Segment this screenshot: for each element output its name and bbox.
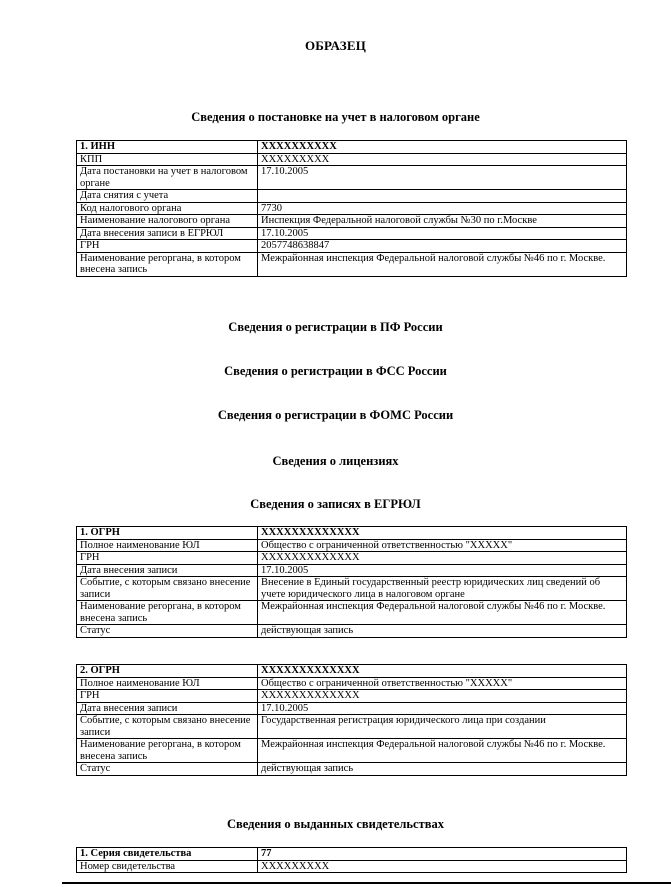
row-label: Номер свидетельства [77, 860, 258, 873]
row-label: Дата снятия с учета [77, 190, 258, 203]
row-label: 1. ИНН [77, 141, 258, 154]
row-value: действующая запись [258, 763, 627, 776]
row-value: XXXXXXXXXXXXX [258, 552, 627, 565]
page-title: ОБРАЗЕЦ [304, 38, 367, 53]
table-row [77, 539, 627, 552]
row-label: КПП [77, 153, 258, 166]
row-label: Статус [77, 763, 258, 776]
row-value: XXXXXXXXX [258, 153, 627, 166]
row-label: 1. ОГРН [77, 527, 258, 540]
row-label: Событие, с которым связано внесение записи [77, 577, 258, 601]
bottom-rule [62, 882, 671, 884]
row-value: XXXXXXXXX [258, 860, 627, 873]
row-value: действующая запись [258, 625, 627, 638]
table-row [77, 153, 627, 166]
section-title-certificates: Сведения о выданных свидетельствах [227, 817, 444, 831]
row-value: 77 [258, 848, 627, 861]
row-value: 2057748638847 [258, 240, 627, 253]
row-label: Полное наименование ЮЛ [77, 677, 258, 690]
table-row [77, 665, 627, 678]
row-value: Инспекция Федеральной налоговой службы №30 по г.Москве [258, 215, 627, 228]
row-value: Общество с ограниченной ответственностью "XXXXX" [258, 539, 627, 552]
table-row [77, 848, 627, 861]
table-row [77, 677, 627, 690]
row-label: Наименование налогового органа [77, 215, 258, 228]
section-title-tax: Сведения о постановке на учет в налоговом органе [191, 110, 480, 124]
row-label: Дата постановки на учет в налоговом органе [77, 166, 258, 190]
table-row [77, 625, 627, 638]
row-value [258, 190, 627, 203]
row-label: ГРН [77, 690, 258, 703]
row-label: Наименование регоргана, в котором внесена запись [77, 739, 258, 763]
row-value: 17.10.2005 [258, 702, 627, 715]
row-value: XXXXXXXXXXXXX [258, 665, 627, 678]
row-label: Дата внесения записи в ЕГРЮЛ [77, 227, 258, 240]
row-label: Дата внесения записи [77, 564, 258, 577]
row-label: Наименование регоргана, в котором внесена запись [77, 601, 258, 625]
table-row [77, 601, 627, 625]
table-row [77, 190, 627, 203]
row-label: 1. Серия свидетельства [77, 848, 258, 861]
table-row [77, 702, 627, 715]
row-value: Внесение в Единый государственный реестр юридических лиц сведений об учете юридического лица в налоговом органе [258, 577, 627, 601]
egrul-record-1-table [76, 526, 627, 638]
row-label: Дата внесения записи [77, 702, 258, 715]
row-label: ГРН [77, 240, 258, 253]
row-label: Статус [77, 625, 258, 638]
section-title-licenses: Сведения о лицензиях [272, 454, 399, 468]
table-row [77, 577, 627, 601]
row-label: Наименование регоргана, в котором внесена запись [77, 252, 258, 276]
tax-registration-table [76, 140, 627, 277]
row-value: Межрайонная инспекция Федеральной налоговой службы №46 по г. Москве. [258, 739, 627, 763]
table-row [77, 690, 627, 703]
table-row [77, 860, 627, 873]
table-row [77, 564, 627, 577]
table-row [77, 227, 627, 240]
row-label: Код налогового органа [77, 202, 258, 215]
egrul-record-2-table [76, 664, 627, 776]
row-label: Полное наименование ЮЛ [77, 539, 258, 552]
row-value: Общество с ограниченной ответственностью "XXXXX" [258, 677, 627, 690]
row-label: Событие, с которым связано внесение записи [77, 715, 258, 739]
row-value: Межрайонная инспекция Федеральной налоговой службы №46 по г. Москве. [258, 252, 627, 276]
table-row [77, 202, 627, 215]
row-value: 17.10.2005 [258, 564, 627, 577]
row-label: 2. ОГРН [77, 665, 258, 678]
table-row [77, 141, 627, 154]
row-value: 7730 [258, 202, 627, 215]
row-value: Межрайонная инспекция Федеральной налоговой службы №46 по г. Москве. [258, 601, 627, 625]
table-row [77, 252, 627, 276]
table-row [77, 166, 627, 190]
section-title-foms: Сведения о регистрации в ФОМС России [217, 408, 454, 422]
section-title-pf: Сведения о регистрации в ПФ России [228, 320, 443, 334]
section-title-egrul: Сведения о записях в ЕГРЮЛ [250, 497, 421, 511]
table-row [77, 527, 627, 540]
row-value: XXXXXXXXXXXXX [258, 527, 627, 540]
section-title-fss: Сведения о регистрации в ФСС России [224, 364, 447, 378]
row-label: ГРН [77, 552, 258, 565]
table-row [77, 240, 627, 253]
row-value: 17.10.2005 [258, 227, 627, 240]
certificates-table [76, 847, 627, 873]
table-row [77, 763, 627, 776]
row-value: XXXXXXXXXXXXX [258, 690, 627, 703]
row-value: XXXXXXXXXX [258, 141, 627, 154]
table-row [77, 215, 627, 228]
table-row [77, 739, 627, 763]
table-row [77, 715, 627, 739]
row-value: Государственная регистрация юридического лица при создании [258, 715, 627, 739]
table-row [77, 552, 627, 565]
row-value: 17.10.2005 [258, 166, 627, 190]
